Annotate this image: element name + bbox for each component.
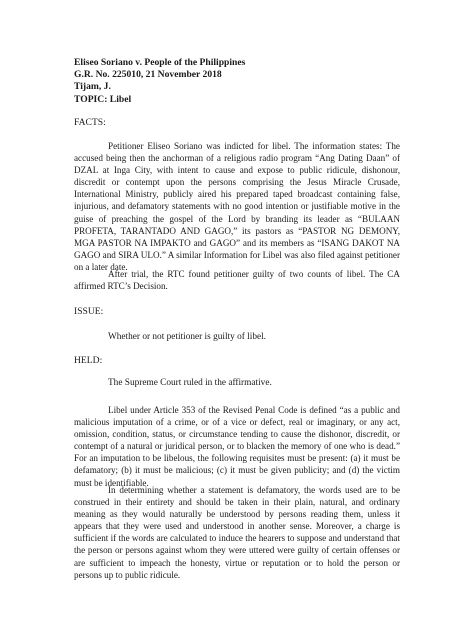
held-heading: HELD: <box>74 355 103 366</box>
case-header <box>74 57 245 106</box>
issue-heading: ISSUE: <box>74 306 104 317</box>
topic: TOPIC: Libel <box>74 93 132 105</box>
case-title: Eliseo Soriano v. People of the Philippines <box>74 57 246 68</box>
facts-paragraph-2: After trial, the RTC found petitioner guilty of two counts of libel. The CA affirmed RTC’s Decision. <box>74 269 400 292</box>
ponente: Tijam, J. <box>74 81 111 93</box>
facts-paragraph-1: Petitioner Eliseo Soriano was indicted for libel. The information states: The accused being then the anchorman of a religious radio program “Ang Dating Daan” of DZAL at Inga City, with intent to cause and expose to public ridicule, dishonour, discredit or contempt upon the persons comprising the Jesus Miracle Crusade, International Ministry, publicly aired his prepared taped broadcast containing false, injurious, and defamatory statements with no good intention or justifiable motive in the guise of preaching the gospel of the Lord by branding its leader as “BULAAN PROFETA, TARANTADO AND GAGO,” its pastors as “PASTOR NG DEMONY, MGA PASTOR NA IMPAKTO and GAGO” and its members as “ISANG DAKOT NA GAGO and SIRA ULO.” A similar Information for Libel was also filed against petitioner on a later date. <box>74 141 400 272</box>
issue-text: Whether or not petitioner is guilty of libel. <box>108 332 267 342</box>
held-paragraph-3: In determining whether a statement is defamatory, the words used are to be construed in their entirety and should be taken in their plain, natural, and ordinary meaning as they would naturally be understood by persons reading them, unless it appears that they were used and understood in another sense. Moreover, a charge is sufficient if the words are calculated to induce the hearers to suppose and understand that the person or persons against whom they were uttered were guilty of certain offenses or are sufficient to impeach the honesty, virtue or reputation or to hold the person or persons up to public ridicule. <box>74 485 400 580</box>
held-paragraph-2: Libel under Article 353 of the Revised Penal Code is defined “as a public and malicious imputation of a crime, or of a vice or defect, real or imaginary, or any act, omission, condition, status, or circumstance tending to cause the dishonor, discredit, or contempt of a natural or juridical person, or to blacken the memory of one who is dead.” For an imputation to be libelous, the following requisites must be present: (a) it must be defamatory; (b) it must be malicious; (c) it must be given publicity; and (d) the victim must be identifiable. <box>74 405 400 488</box>
facts-heading: FACTS: <box>74 117 106 128</box>
gr-number: G.R. No. 225010, 21 November 2018 <box>74 69 222 81</box>
held-ruling: The Supreme Court ruled in the affirmative. <box>108 378 272 388</box>
